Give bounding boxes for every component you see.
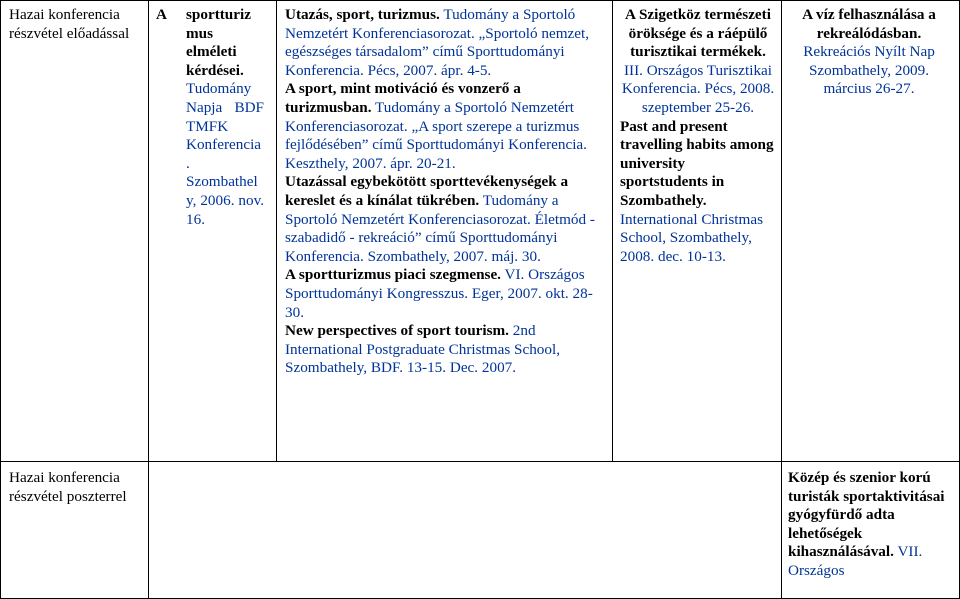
publications-2009 [788,6,950,99]
publication-title: A sport, mint motiváció és vonzerő a turizmusban. [285,80,521,116]
row-divider [0,461,960,462]
column-divider [612,0,613,462]
publication-entry [620,6,776,118]
publication-entry [285,6,611,80]
publications-2008 [620,6,776,266]
publication-title: Közép és szenior korú turisták sportaktivitásai gyógyfürdő adta lehetőségek kihasználásával. [788,469,945,561]
publication-title: Past and present travelling habits among university sportstudents in Szombathely. [620,117,774,209]
publication-venue: Rekreációs Nyílt Nap Szombathely, 2009. március 26-27. [803,43,935,98]
publication-venue: VI. Országos Sporttudományi Kongresszus. Eger, 2007. okt. 28-30. [285,266,593,321]
publication-title: New perspectives of sport tourism. [285,322,509,340]
publication-venue: III. Országos Turisztikai Konferencia. Pécs, 2008. szeptember 25-26. [621,61,775,116]
column-divider [276,0,277,462]
publication-venue: Tudomány a Sportoló Nemzetért Konferenciasorozat. „Sportoló nemzet, egészséges társadalom” című Sporttudományi Konferencia. Pécs, 2007. ápr. 4-5. [285,6,590,79]
category-label-poster [9,469,149,506]
publication-venue: International Christmas School, Szombathely, 2008. dec. 10-13. [620,210,763,265]
poster-2009 [788,469,950,581]
publication-venue: Tudomány a Sportoló Nemzetért Konferenciasorozat. Életmód - szabadidő - rekreáció” című Sporttudományi Konferencia. Szombathely, 2007. máj. 30. [285,191,595,265]
table-border-left [0,0,1,599]
publication-title: sportturiz mus elméleti kérdései. [186,6,251,79]
publication-entry [620,118,776,267]
publication-title: A Szigetköz természeti öröksége és a ráépülő turisztikai termékek. [625,6,771,61]
publication-venue: Tudomány Napja BDF TMFK Konferencia . Szombathel y, 2006. nov. 16. [186,80,264,228]
publication-venue: VII. Országos [788,543,923,579]
category-label-presentation [9,6,141,43]
table-border-top [0,0,960,1]
publication-entry [285,266,611,322]
publications-2007 [285,6,611,378]
publication-title: Utazással egybekötött sporttevékenységek a kereslet és a kínálat tükrében. [285,173,569,209]
publication-venue: 2nd International Postgraduate Christmas School, Szombathely, BDF. 13-15. Dec. 2007. [285,322,561,377]
publication-venue: Tudomány a Sportoló Nemzetért Konferenciasorozat. „A sport szerepe a turizmus fejlődésében” című Sporttudományi Konferencia. Keszthely, 2007. ápr. 20-21. [285,98,587,172]
publication-entry [285,80,611,173]
publication-entry [285,173,611,266]
publication-2006 [156,6,266,229]
category-text: Hazai konferencia részvétel előadással [9,6,130,42]
column-divider [781,0,782,599]
publication-title: A víz felhasználása a rekreálódásban. [802,6,936,42]
publication-title: A sportturizmus piaci szegmense. [285,266,501,284]
column-divider [148,0,149,599]
leading-letter: A [156,6,167,23]
publication-title: Utazás, sport, turizmus. [285,6,440,23]
publication-2006-body [186,6,264,229]
category-text: Hazai konferencia részvétel poszterrel [9,469,127,505]
publication-entry [285,322,611,378]
